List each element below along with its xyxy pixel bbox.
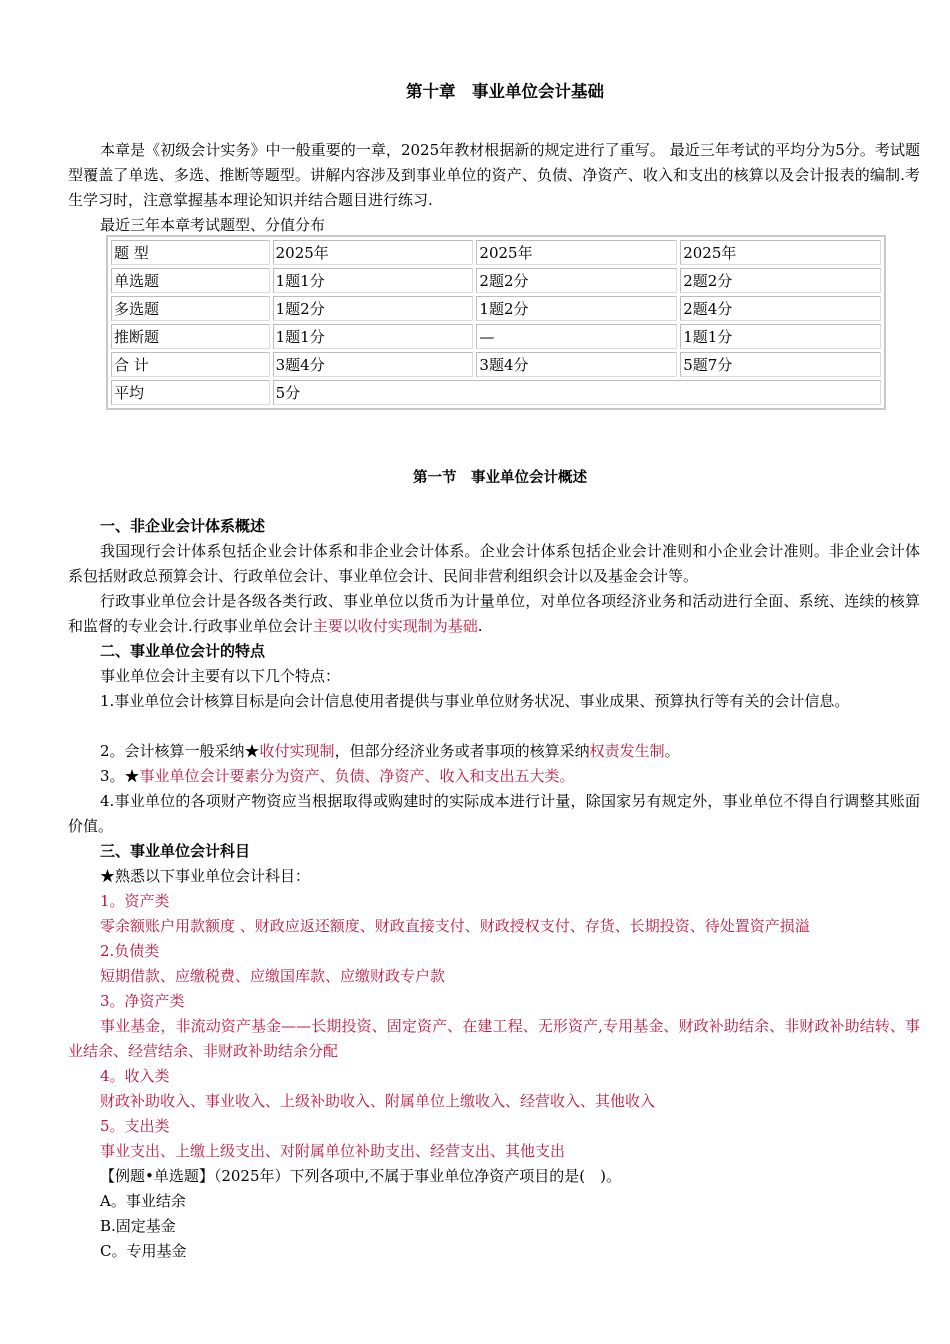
table-row — [111, 324, 881, 349]
highlight-elements: 事业单位会计要素分为资产、负债、净资产、收入和支出五大类。 — [139, 767, 575, 785]
features-lead: 事业单位会计主要有以下几个特点： — [100, 667, 341, 685]
table-header-row — [111, 240, 881, 265]
category-revenue-items: 财政补助收入、事业收入、上级补助收入、附属单位上缴收入、经营收入、其他收入 — [100, 1092, 656, 1110]
text: 2。会计核算一般采纳★ — [100, 742, 260, 760]
category-assets: 1。资产类 — [100, 892, 170, 910]
chapter-title: 第十章 事业单位会计基础 — [406, 82, 604, 101]
category-net-assets: 3。净资产类 — [100, 992, 185, 1010]
intro-paragraph: 本章是《初级会计实务》中一般重要的一章，2025年教材根据新的规定进行了重写。 最近三年考试的平均分为5分。考试题型覆盖了单选、多选、推断等题型。讲解内容涉及到事业单位的资产、负债、净资产、收入和支出的核算以及会计报表的编制.考生学习时，注意掌握基本理论知识并结合题目进行练习. — [68, 141, 920, 209]
heading-non-enterprise: 一、非企业会计体系概述 — [100, 517, 266, 535]
table-cell: — — [476, 324, 677, 349]
example-question: 【例题•单选题】（2025年）下列各项中,不属于事业单位净资产项目的是( )。 — [100, 1167, 621, 1185]
table-caption: 最近三年本章考试题型、分值分布 — [100, 216, 326, 234]
text: ，但部分经济业务或者事项的核算采纳 — [334, 742, 590, 760]
highlight-accrual-basis: 权责发生制 — [589, 742, 665, 760]
example-option-a: A。事业结余 — [100, 1192, 186, 1210]
text: 。 — [664, 742, 680, 760]
section-title: 第一节 事业单位会计概述 — [413, 470, 587, 486]
example-option-b: B.固定基金 — [100, 1217, 176, 1235]
category-liabilities-items: 短期借款、应缴税费、应缴国库款、应缴财政专户款 — [100, 967, 446, 985]
table-header-cell: 2025年 — [273, 240, 474, 265]
highlight-cash-basis: 收付实现制 — [259, 742, 335, 760]
table-header-cell: 题 型 — [111, 240, 270, 265]
category-expenses-items: 事业支出、上缴上级支出、对附属单位补助支出、经营支出、其他支出 — [100, 1142, 566, 1160]
table-cell: 1题1分 — [680, 324, 881, 349]
table-cell: 2题4分 — [680, 296, 881, 321]
paragraph-accounting-system: 我国现行会计体系包括企业会计体系和非企业会计体系。企业会计体系包括企业会计准则和小企业会计准则。非企业会计体系包括财政总预算会计、行政单位会计、事业单位会计、民间非营利组织会计以及基金会计等。 — [68, 542, 920, 585]
table-header-cell: 2025年 — [476, 240, 677, 265]
table-row — [111, 296, 881, 321]
category-assets-items: 零余额账户用款额度 、财政应返还额度、财政直接支付、财政授权支付、存货、长期投资、待处置资产损溢 — [100, 917, 810, 935]
heading-features: 二、事业单位会计的特点 — [100, 642, 266, 660]
example-option-c: C。专用基金 — [100, 1242, 187, 1260]
table-header-cell: 2025年 — [680, 240, 881, 265]
table-row — [111, 268, 881, 293]
accounts-lead: ★熟悉以下事业单位会计科目： — [100, 867, 311, 885]
table-cell: 5分 — [273, 380, 881, 405]
table-cell: 1题1分 — [273, 268, 474, 293]
table-cell: 平均 — [111, 380, 270, 405]
table-cell: 3题4分 — [476, 352, 677, 377]
table-cell: 2题2分 — [476, 268, 677, 293]
table-cell: 1题2分 — [273, 296, 474, 321]
table-cell: 单选题 — [111, 268, 270, 293]
category-revenue: 4。收入类 — [100, 1067, 170, 1085]
score-distribution-table — [106, 235, 886, 410]
table-cell: 合 计 — [111, 352, 270, 377]
text: . — [477, 617, 483, 635]
feature-item-1: 1.事业单位会计核算目标是向会计信息使用者提供与事业单位财务状况、事业成果、预算执行等有关的会计信息。 — [100, 692, 850, 710]
table-cell: 2题2分 — [680, 268, 881, 293]
paragraph-admin-accounting — [68, 589, 920, 639]
heading-accounts: 三、事业单位会计科目 — [100, 842, 251, 860]
table-cell: 5题7分 — [680, 352, 881, 377]
highlight-cash-basis: 主要以收付实现制为基础 — [312, 617, 478, 635]
table-row — [111, 380, 881, 405]
table-cell: 推断题 — [111, 324, 270, 349]
category-expenses: 5。支出类 — [100, 1117, 170, 1135]
table-cell: 多选题 — [111, 296, 270, 321]
table-row — [111, 352, 881, 377]
feature-item-2 — [100, 739, 950, 764]
feature-item-3 — [100, 764, 950, 789]
table-cell: 3题4分 — [273, 352, 474, 377]
table-cell: 1题1分 — [273, 324, 474, 349]
text: 行政事业单位会计是各级各类行政、事业单位以货币为计量单位，对单位各项经济业务和活动进行全面、系统、连续的核算和监督的专业会计.行政事业单位会计 — [68, 592, 920, 635]
feature-item-4: 4.事业单位的各项财产物资应当根据取得或购建时的实际成本进行计量，除国家另有规定外，事业单位不得自行调整其账面价值。 — [68, 792, 920, 835]
category-net-assets-items: 事业基金，非流动资产基金——长期投资、固定资产、在建工程、无形资产,专用基金、财政补助结余、非财政补助结转、事业结余、经营结余、非财政补助结余分配 — [68, 1017, 920, 1060]
table-cell: 1题2分 — [476, 296, 677, 321]
text: 3。★ — [100, 767, 140, 785]
category-liabilities: 2.负债类 — [100, 942, 160, 960]
